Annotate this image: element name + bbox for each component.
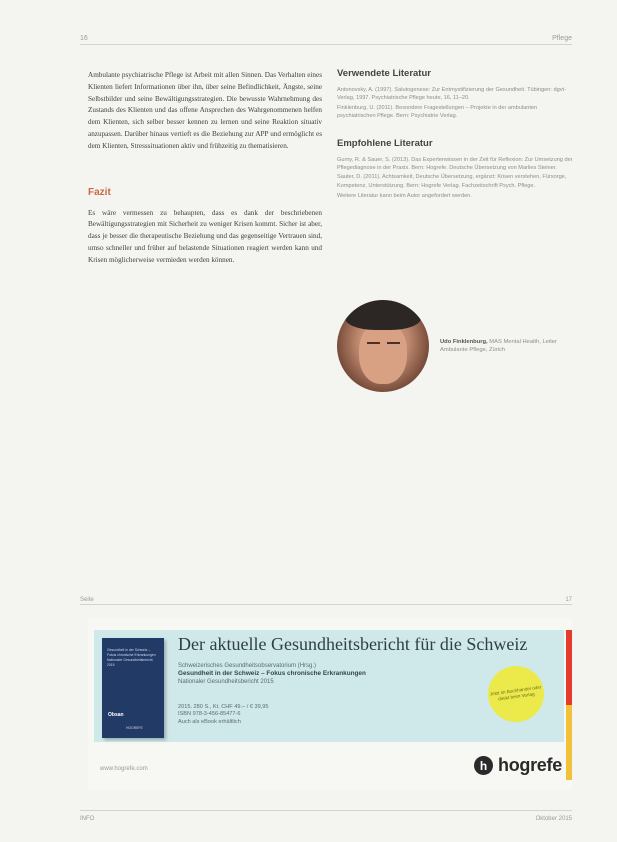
ad-description — [178, 662, 438, 686]
right-column — [337, 68, 573, 206]
reference-item: Antonovsky, A. (1997). Salutogenese: Zur Entmystifizierung der Gesundheit. Tübingen: dgvt-Verlag, 1997. Psychiatrische Pflege heute, 16, 11–20. — [337, 87, 566, 102]
advertisement[interactable] — [88, 618, 572, 790]
book-cover-logo: Obsan — [108, 712, 124, 718]
book-cover[interactable] — [102, 638, 164, 738]
bottom-footer-right: Oktober 2015 — [535, 816, 572, 822]
reference-item: Sauter, D. (2011). Achtsamkeit, Deutsche Übersetzung, ergänzt: Krisen verstehen, Fürsorge, Kompetenz, Unterstützung. Bern: Hogrefe Verlag. Fachzeitschrift Psych. Pflege. — [337, 174, 567, 189]
hogrefe-logo-icon: h — [474, 756, 493, 775]
ad-price-line: 2015. 280 S., Kt. CHF 49.– / € 39,95 — [178, 704, 269, 710]
author-details: MAS Mental Health, Leiter Ambulante Pflege, Zürich — [440, 339, 557, 354]
book-cover-line: Gesundheit in der Schweiz – — [107, 648, 151, 652]
author-name: Udo Finklenburg, — [440, 339, 488, 345]
recommended-literature-title: Empfohlene Literatur — [337, 137, 433, 149]
hogrefe-logo-text: hogrefe — [498, 755, 562, 775]
ad-color-stripe — [566, 630, 572, 780]
ad-price-info — [178, 704, 269, 726]
reference-item: Gurny, R. & Sauer, S. (2013). Das Expertenwissen in der Zeit für Reflexion: Zur Umsetzung der Pflegediagnose in der Praxis. Bern: Hogrefe. Deutsche Übersetzung von Marlies Steiner. — [337, 156, 573, 172]
book-cover-publisher: HOGREFE — [126, 726, 143, 730]
ad-isbn-line: ISBN 978-3-456-85477-6 — [178, 711, 241, 718]
used-literature-title: Verwendete Literatur — [337, 68, 431, 79]
running-header: Pflege — [552, 35, 572, 42]
author-photo — [337, 300, 429, 392]
ad-book-subtitle: Nationaler Gesundheitsbericht 2015 — [178, 679, 274, 685]
page-number-left: 16 — [80, 35, 88, 42]
ad-intro: Schweizerisches Gesundheitsobservatorium (Hrsg.) — [178, 663, 317, 669]
ad-book-title: Gesundheit in der Schweiz – Fokus chronische Erkrankungen — [178, 670, 366, 677]
body-paragraph-2: Es wäre vermessen zu behaupten, dass es dank der beschriebenen Bewältigungsstrategien mit Sicherheit zu weniger Krisen kommt. Sicher ist aber, dass je besser die therapeutische Beziehung und das gegenseitige Vertrauen sind, umso schneller und früher auf belastende Situationen reagiert werden kann und Krisen möglicherweise vermieden werden können. — [88, 208, 322, 264]
author-caption — [440, 338, 570, 355]
ad-title: Der aktuelle Gesundheitsbericht für die Schweiz — [178, 634, 528, 654]
footer-divider — [80, 604, 572, 605]
bottom-footer-left: INFO — [80, 816, 95, 822]
ad-ebook-line: Auch als eBook erhältlich — [178, 718, 241, 725]
reference-item: Finklenburg, U. (2011). Besondere Fragestellungen – Projekte in der ambulanten psychiatrischen Pflege. Bern: Psychiatrie Verlag. — [337, 104, 538, 120]
footer-left: Seite — [80, 597, 94, 603]
book-cover-line: Fokus chronische Erkrankungen — [107, 653, 156, 657]
body-paragraph-1: Ambulante psychiatrische Pflege ist Arbeit mit allen Sinnen. Das Verhalten eines Klienten liefert Informationen über ihn, über seine Befindlichkeit, Ängste, seine Selbstbilder und seine Bewältigungsstrategien. Die bewusste Wahrnehmung des Zustands des Klienten und das offene Ansprechen des Wahrgenommenen helfen dem Klienten, sich selber besser kennen zu lernen und seine Reaktion situativ anzupassen. Darüber hinaus vertieft es die Beziehung zur APP und ermöglicht es dem Klienten, Stresssituationen aktiv und frühzeitig zu thematisieren. — [88, 71, 322, 150]
hogrefe-logo[interactable] — [474, 755, 562, 776]
bottom-divider — [80, 810, 572, 811]
book-cover-line: Nationaler Gesundheitsbericht 2015 — [107, 658, 153, 667]
left-column — [88, 70, 322, 267]
fazit-heading: Fazit — [88, 186, 111, 198]
ad-url-link[interactable]: www.hogrefe.com — [100, 766, 148, 772]
literature-note: Weitere Literatur kann beim Autor angefordert werden. — [337, 193, 472, 200]
ad-badge: Jetzt im Buchhandel oder direkt beim Verlag — [484, 662, 547, 725]
footer-right: 17 — [565, 597, 572, 603]
header-divider — [80, 44, 572, 45]
